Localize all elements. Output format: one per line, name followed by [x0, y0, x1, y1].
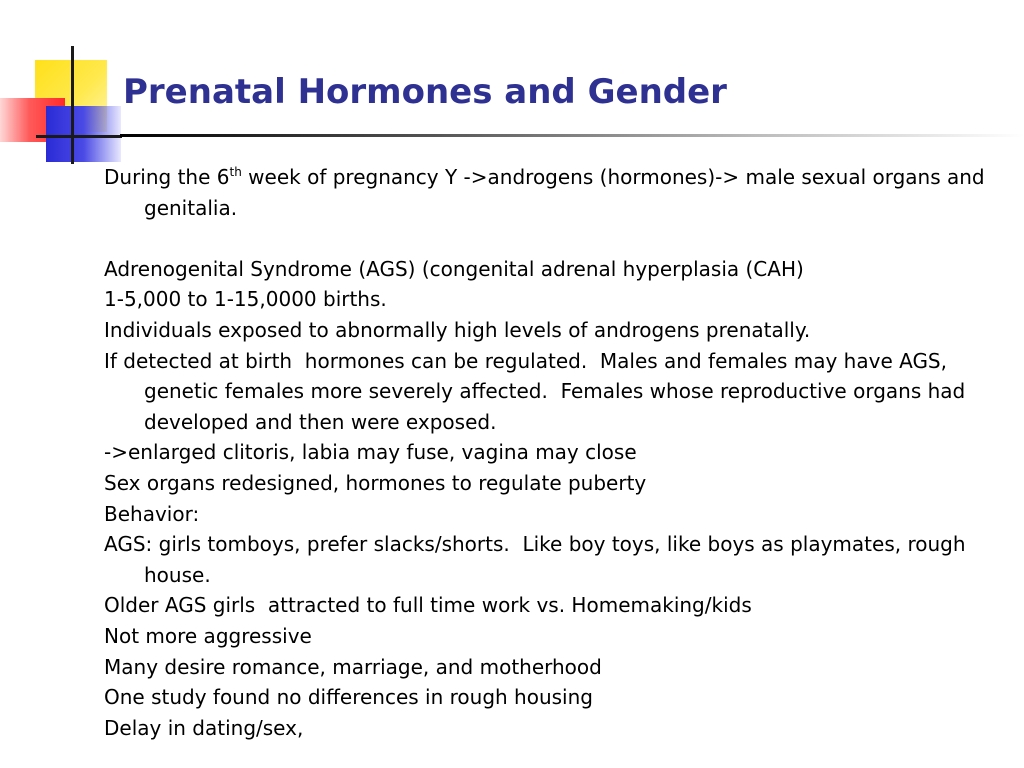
- bullet-paragraph-6: ->enlarged clitoris, labia may fuse, vagina may close: [104, 440, 637, 465]
- bullet-paragraph-2: Adrenogenital Syndrome (AGS) (congenital adrenal hyperplasia (CAH): [104, 256, 804, 281]
- logo-horizontal-line: [36, 135, 122, 138]
- bullet-paragraph-3: 1-5,000 to 1-15,0000 births.: [104, 287, 387, 312]
- slide-logo-decoration: [0, 40, 140, 170]
- bullet-paragraph-12: Many desire romance, marriage, and motherhood: [104, 654, 602, 679]
- logo-blue-square: [46, 106, 121, 162]
- bullet-paragraph-11: Not more aggressive: [104, 623, 312, 648]
- paragraph-spacer: [104, 223, 994, 254]
- title-underline-rule: [120, 134, 1024, 137]
- bullet-paragraph-5: If detected at birth hormones can be regulated. Males and females may have AGS, genetic females more severely affected. Females whose reproductive organs had developed and then were exposed.: [104, 348, 972, 434]
- ordinal-superscript: th: [229, 165, 242, 179]
- bullet-paragraph-4: Individuals exposed to abnormally high levels of androgens prenatally.: [104, 317, 811, 342]
- bullet-paragraph-13: One study found no differences in rough housing: [104, 685, 593, 710]
- bullet-paragraph-14: Delay in dating/sex,: [104, 715, 304, 740]
- logo-vertical-line: [71, 46, 74, 164]
- bullet-1-text-end: week of pregnancy Y ->androgens (hormones)-> male sexual organs and genitalia.: [144, 165, 991, 220]
- slide-body: [104, 162, 994, 743]
- bullet-paragraph-8: Behavior:: [104, 501, 200, 526]
- bullet-paragraph-7: Sex organs redesigned, hormones to regulate puberty: [104, 470, 647, 495]
- bullet-1-text-start: During the 6: [104, 165, 230, 189]
- slide-title: Prenatal Hormones and Gender: [123, 72, 727, 112]
- bullet-paragraph-10: Older AGS girls attracted to full time work vs. Homemaking/kids: [104, 593, 752, 618]
- bullet-paragraph-9: AGS: girls tomboys, prefer slacks/shorts. Like boy toys, like boys as playmates, rough house.: [104, 532, 972, 587]
- bullet-paragraph-1: [104, 162, 994, 223]
